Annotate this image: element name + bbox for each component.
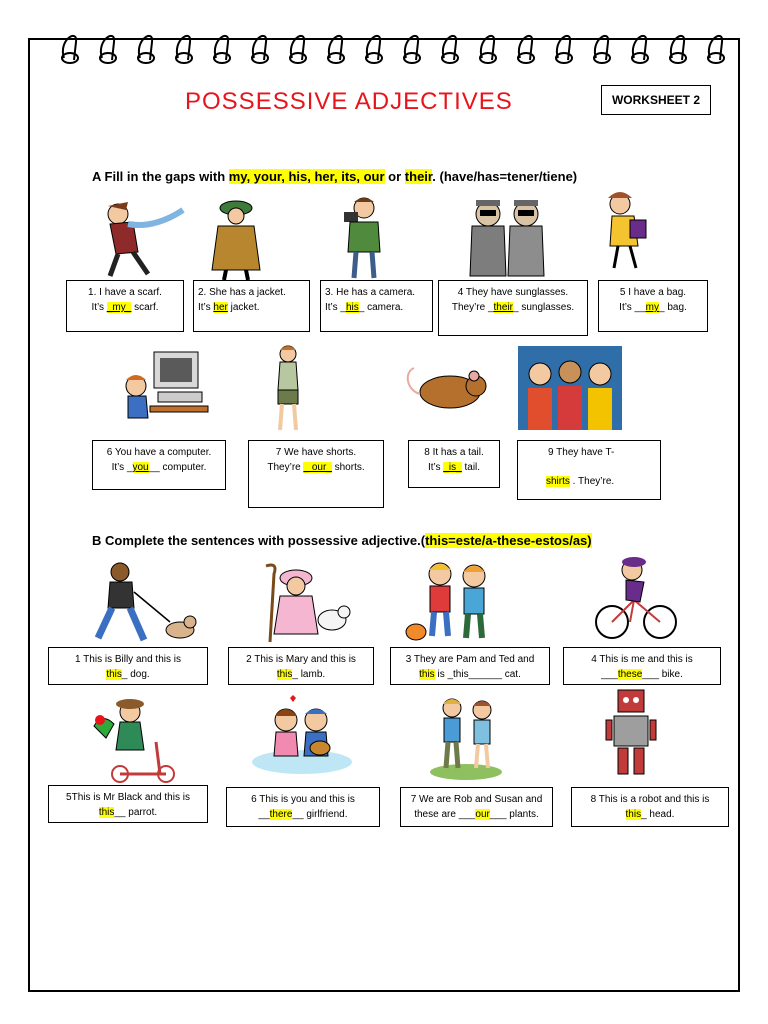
answer-field[interactable]: shirts [546, 476, 570, 487]
exercise-a-6 [92, 440, 226, 490]
exercise-b-5 [48, 785, 208, 823]
text: It’s [198, 302, 214, 313]
exercise-a-9 [517, 440, 661, 500]
exercise-b-1 [48, 647, 208, 685]
exercise-b-2 [228, 647, 374, 685]
text: It’s [91, 302, 107, 313]
robot-illustration [604, 686, 658, 778]
text: __ parrot. [114, 807, 158, 818]
text: ___ plants. [489, 809, 539, 820]
shorts-man-illustration [258, 344, 318, 434]
computer-boy-illustration [118, 348, 210, 436]
exercise-b-7 [400, 787, 553, 827]
answer-field[interactable]: his [345, 302, 359, 313]
pam-ted-cat-illustration [404, 558, 500, 644]
answer-field[interactable]: this [625, 809, 642, 820]
answer-field[interactable]: this [106, 669, 122, 680]
answer-field[interactable]: these [617, 669, 643, 680]
exercise-a-8 [408, 440, 500, 488]
camera-man-illustration [334, 194, 394, 280]
mouse-illustration [400, 360, 496, 420]
text: __ [258, 809, 270, 820]
prompt-text: 2. She has a jacket. [198, 287, 286, 298]
prompt-text: 4 This is me and this is [591, 654, 693, 665]
answer-field[interactable]: their [493, 302, 513, 313]
text: _ head. [641, 809, 675, 820]
prompt-text: 2 This is Mary and this is [246, 654, 356, 665]
instruction-highlight: their [404, 169, 433, 184]
answer-field[interactable]: _ our_ [303, 462, 332, 473]
prompt-text: 7 We have shorts. [275, 447, 357, 458]
worksheet-label: WORKSHEET 2 [601, 85, 711, 115]
text: It’s __ [619, 302, 646, 313]
text: ___ [601, 669, 618, 680]
prompt-text: 5 I have a bag. [619, 287, 687, 298]
jacket-woman-illustration [200, 196, 270, 280]
sunglasses-men-illustration [458, 192, 558, 280]
answer-field[interactable]: this [98, 807, 115, 818]
exercise-a-4 [438, 280, 588, 336]
instruction-text: B Complete the sentences with possessive adjective.( [92, 533, 426, 548]
instruction-text: A Fill in the gaps with [92, 169, 229, 184]
instruction-text: . (have/has=tener/tiene) [432, 169, 578, 184]
prompt-text: 9 They have T- [548, 447, 615, 458]
section-a-instruction [92, 169, 577, 184]
prompt-text: 4 They have sunglasses. [457, 287, 569, 298]
exercise-b-3 [390, 647, 550, 685]
text: It’s _ [325, 302, 346, 313]
bike-man-illustration [590, 556, 682, 644]
prompt-text: 6 You have a computer. [106, 447, 212, 458]
prompt-text: 5This is Mr Black and this is [66, 792, 190, 803]
exercise-a-2 [193, 280, 310, 332]
text: __ computer. [148, 462, 207, 473]
section-b-instruction [92, 533, 592, 548]
answer-field[interactable]: _my_ [106, 302, 132, 313]
prompt-text: 6 This is you and this is [251, 794, 355, 805]
prompt-text: 1. I have a scarf. [88, 287, 162, 298]
answer-field[interactable]: this [276, 669, 293, 680]
text: __ girlfriend. [292, 809, 348, 820]
text: _ dog. [121, 669, 150, 680]
prompt-text: 3 They are Pam and Ted and [405, 654, 535, 665]
text: _ bag. [659, 302, 687, 313]
answer-field[interactable]: there [269, 809, 293, 820]
text: ___ bike. [642, 669, 683, 680]
text: scarf. [131, 302, 159, 313]
billy-dog-illustration [90, 560, 200, 646]
exercise-a-3 [320, 280, 433, 332]
mr-black-parrot-illustration [80, 694, 180, 784]
answer-field[interactable]: our [475, 809, 490, 820]
text: . They’re. [569, 476, 615, 487]
text: It’s _ [111, 462, 133, 473]
bag-woman-illustration [590, 186, 662, 272]
answer-field[interactable]: my [645, 302, 660, 313]
prompt-text: 7 We are Rob and Susan and [410, 794, 543, 805]
text: They’re [267, 462, 304, 473]
answer-field[interactable]: her [213, 302, 228, 313]
text: They’re _ [451, 302, 494, 313]
instruction-highlight: this=este/a-these-estos/as) [425, 533, 592, 548]
exercise-b-8 [571, 787, 729, 827]
text: It’s [427, 462, 444, 473]
text: shorts. [331, 462, 365, 473]
mary-lamb-illustration [248, 562, 352, 644]
text: _ lamb. [292, 669, 326, 680]
instruction-highlight: my, your, his, her, its, our [228, 169, 385, 184]
answer-field[interactable]: you [132, 462, 149, 473]
text: jacket. [227, 302, 260, 313]
instruction-text: or [384, 169, 405, 184]
text: is _this______ cat. [434, 669, 521, 680]
rob-susan-plants-illustration [428, 694, 504, 780]
prompt-text: 3. He has a camera. [325, 287, 416, 298]
answer-field[interactable]: _is_ [443, 462, 462, 473]
scarf-man-illustration [88, 192, 188, 280]
text: _ sunglasses. [512, 302, 575, 313]
exercise-a-5 [598, 280, 708, 332]
text: _ camera. [358, 302, 404, 313]
text: these are ___ [414, 809, 476, 820]
answer-field[interactable]: this [419, 669, 435, 680]
prompt-text: 8 This is a robot and this is [590, 794, 710, 805]
couple-guitar-illustration [250, 692, 354, 778]
prompt-text: 1 This is Billy and this is [75, 654, 181, 665]
tshirts-group-illustration [518, 346, 622, 430]
text: tail. [461, 462, 481, 473]
exercise-a-7 [248, 440, 384, 508]
exercise-a-1 [66, 280, 184, 332]
prompt-text: 8 It has a tail. [424, 447, 484, 458]
exercise-b-6 [226, 787, 380, 827]
page-title: POSSESSIVE ADJECTIVES [185, 88, 513, 115]
exercise-b-4 [563, 647, 721, 685]
